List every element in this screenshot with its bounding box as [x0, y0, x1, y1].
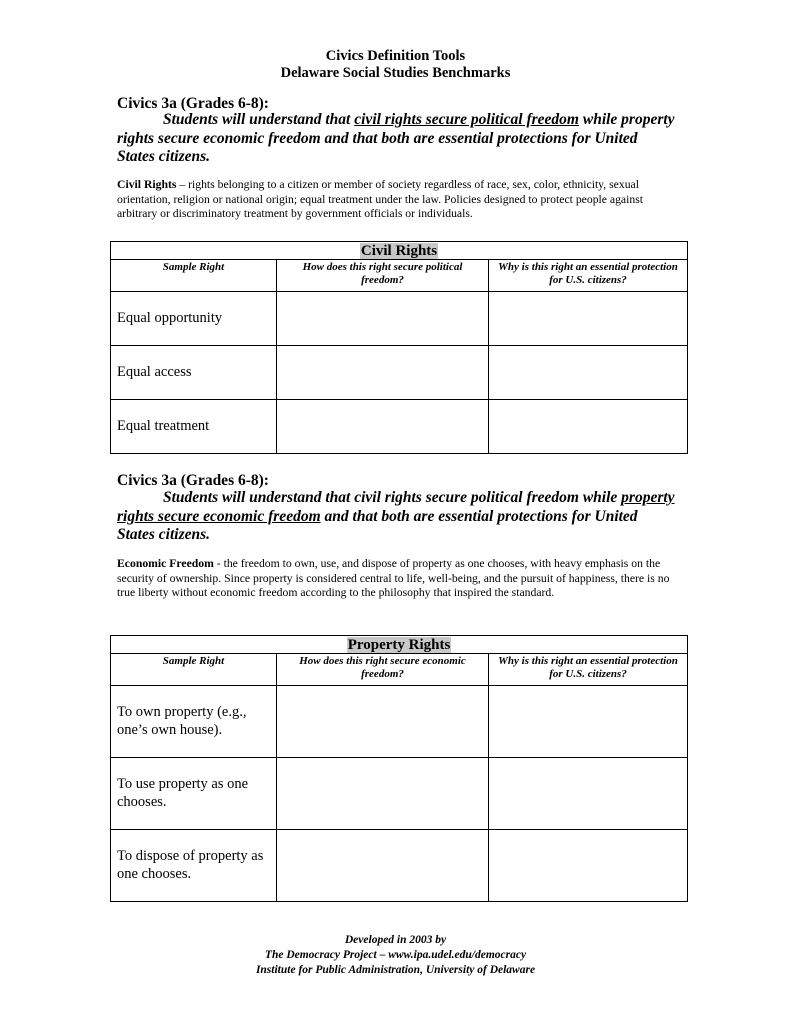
property-rights-table-title: Property Rights — [111, 636, 688, 654]
footer-line-1: Developed in 2003 by — [344, 934, 447, 946]
right-name-cell: Equal treatment — [111, 400, 277, 454]
economic-freedom-definition-text: - the freedom to own, use, and dispose of property as one chooses, with heavy emphasis on the security of ownership. Since property is considered central to life, well-being, and the pursuit of happiness, there is no true liberty without economic freedom according to the philosophy that inspired the standard. — [117, 557, 670, 600]
civil-rights-table-title: Civil Rights — [111, 242, 688, 260]
answer-cell — [489, 292, 688, 346]
right-name-cell: Equal access — [111, 346, 277, 400]
economic-freedom-definition — [117, 557, 672, 601]
column-header-essential-protection: Why is this right an essential protection for U.S. citizens? — [489, 260, 688, 292]
section1-objective-underlined: civil rights secure political freedom — [354, 111, 579, 128]
answer-cell — [277, 346, 489, 400]
property-rights-table — [110, 635, 688, 902]
civil-rights-definition-text: – rights belonging to a citizen or member of society regardless of race, sex, color, ethnicity, sexual orientation, religion or national origin; equal treatment under the law. Policies designed to protect people against arbitrary or discriminatory treatment by government officials or individuals. — [117, 178, 643, 221]
column-header-economic-freedom: How does this right secure economic freedom? — [277, 654, 489, 686]
table-row — [111, 758, 688, 830]
civil-rights-term: Civil Rights — [117, 178, 177, 191]
section2-objective-tail: and that both are essential protections for United States citizens. — [117, 507, 638, 543]
section1-objective — [117, 111, 677, 167]
table-row — [111, 400, 688, 454]
footer-line-3: Institute for Public Administration, University of Delaware — [255, 964, 536, 976]
economic-freedom-term: Economic Freedom — [117, 557, 214, 570]
document-title: Civics Definition Tools — [325, 48, 466, 64]
column-header-sample-right: Sample Right — [111, 654, 277, 686]
table-row — [111, 830, 688, 902]
answer-cell — [277, 400, 489, 454]
column-header-sample-right: Sample Right — [111, 260, 277, 292]
section2-objective-underlined: property rights secure economic freedom — [117, 489, 675, 525]
right-name-cell: Equal opportunity — [111, 292, 277, 346]
column-header-essential-protection: Why is this right an essential protection for U.S. citizens? — [489, 654, 688, 686]
answer-cell — [277, 758, 489, 830]
answer-cell — [489, 686, 688, 758]
answer-cell — [277, 292, 489, 346]
right-name-cell: To own property (e.g., one’s own house). — [111, 686, 277, 758]
section1-objective-lead: Students will understand that — [163, 111, 355, 128]
answer-cell — [277, 830, 489, 902]
section1-objective-tail: while property rights secure economic freedom and that both are essential protections for United States citizens. — [117, 111, 675, 165]
right-name-cell: To use property as one chooses. — [111, 758, 277, 830]
answer-cell — [489, 346, 688, 400]
table-row — [111, 346, 688, 400]
answer-cell — [489, 400, 688, 454]
answer-cell — [489, 830, 688, 902]
document-subtitle: Delaware Social Studies Benchmarks — [280, 65, 511, 81]
civil-rights-table — [110, 241, 688, 454]
section1-heading: Civics 3a (Grades 6-8): — [117, 95, 269, 112]
civil-rights-definition — [117, 178, 672, 222]
table-row — [111, 686, 688, 758]
section2-objective-lead: Students will understand that civil rights secure political freedom while — [163, 489, 622, 506]
answer-cell — [277, 686, 489, 758]
table-row — [111, 292, 688, 346]
section2-objective — [117, 489, 677, 545]
section2-heading: Civics 3a (Grades 6-8): — [117, 472, 269, 489]
column-header-political-freedom: How does this right secure political freedom? — [277, 260, 489, 292]
right-name-cell: To dispose of property as one chooses. — [111, 830, 277, 902]
answer-cell — [489, 758, 688, 830]
footer-line-2: The Democracy Project – www.ipa.udel.edu/democracy — [264, 949, 527, 961]
